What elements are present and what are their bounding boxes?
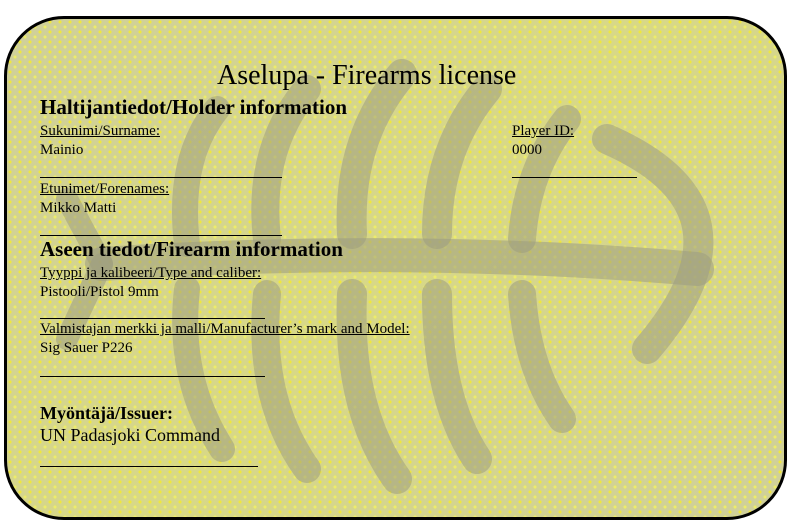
player-id-underline: [512, 177, 637, 178]
surname-underline: [40, 177, 282, 178]
issuer-label: Myöntäjä/Issuer:: [40, 403, 173, 423]
player-id-label: Player ID:: [512, 123, 575, 139]
issuer-underline: [40, 466, 258, 467]
type-caliber-underline: [40, 318, 265, 319]
card-title: Aselupa - Firearms license: [217, 60, 517, 91]
manufacturer-value: Sig Sauer P226: [40, 340, 133, 356]
forenames-underline: [40, 235, 282, 236]
firearm-section-heading: Aseen tiedot/Firearm information: [40, 237, 343, 261]
manufacturer-underline: [40, 376, 265, 377]
player-id-value: 0000: [512, 142, 542, 158]
surname-value: Mainio: [40, 142, 84, 158]
manufacturer-label: Valmistajan merkki ja malli/Manufacturer’s mark and Model:: [40, 321, 410, 337]
issuer-value: UN Padasjoki Command: [40, 425, 220, 445]
forenames-value: Mikko Matti: [40, 200, 117, 216]
forenames-label: Etunimet/Forenames:: [40, 181, 170, 197]
type-caliber-value: Pistooli/Pistol 9mm: [40, 284, 159, 300]
surname-label: Sukunimi/Surname:: [40, 123, 160, 139]
type-caliber-label: Tyyppi ja kalibeeri/Type and caliber:: [40, 265, 262, 281]
holder-section-heading: Haltijantiedot/Holder information: [40, 95, 348, 119]
license-card: [4, 16, 787, 520]
